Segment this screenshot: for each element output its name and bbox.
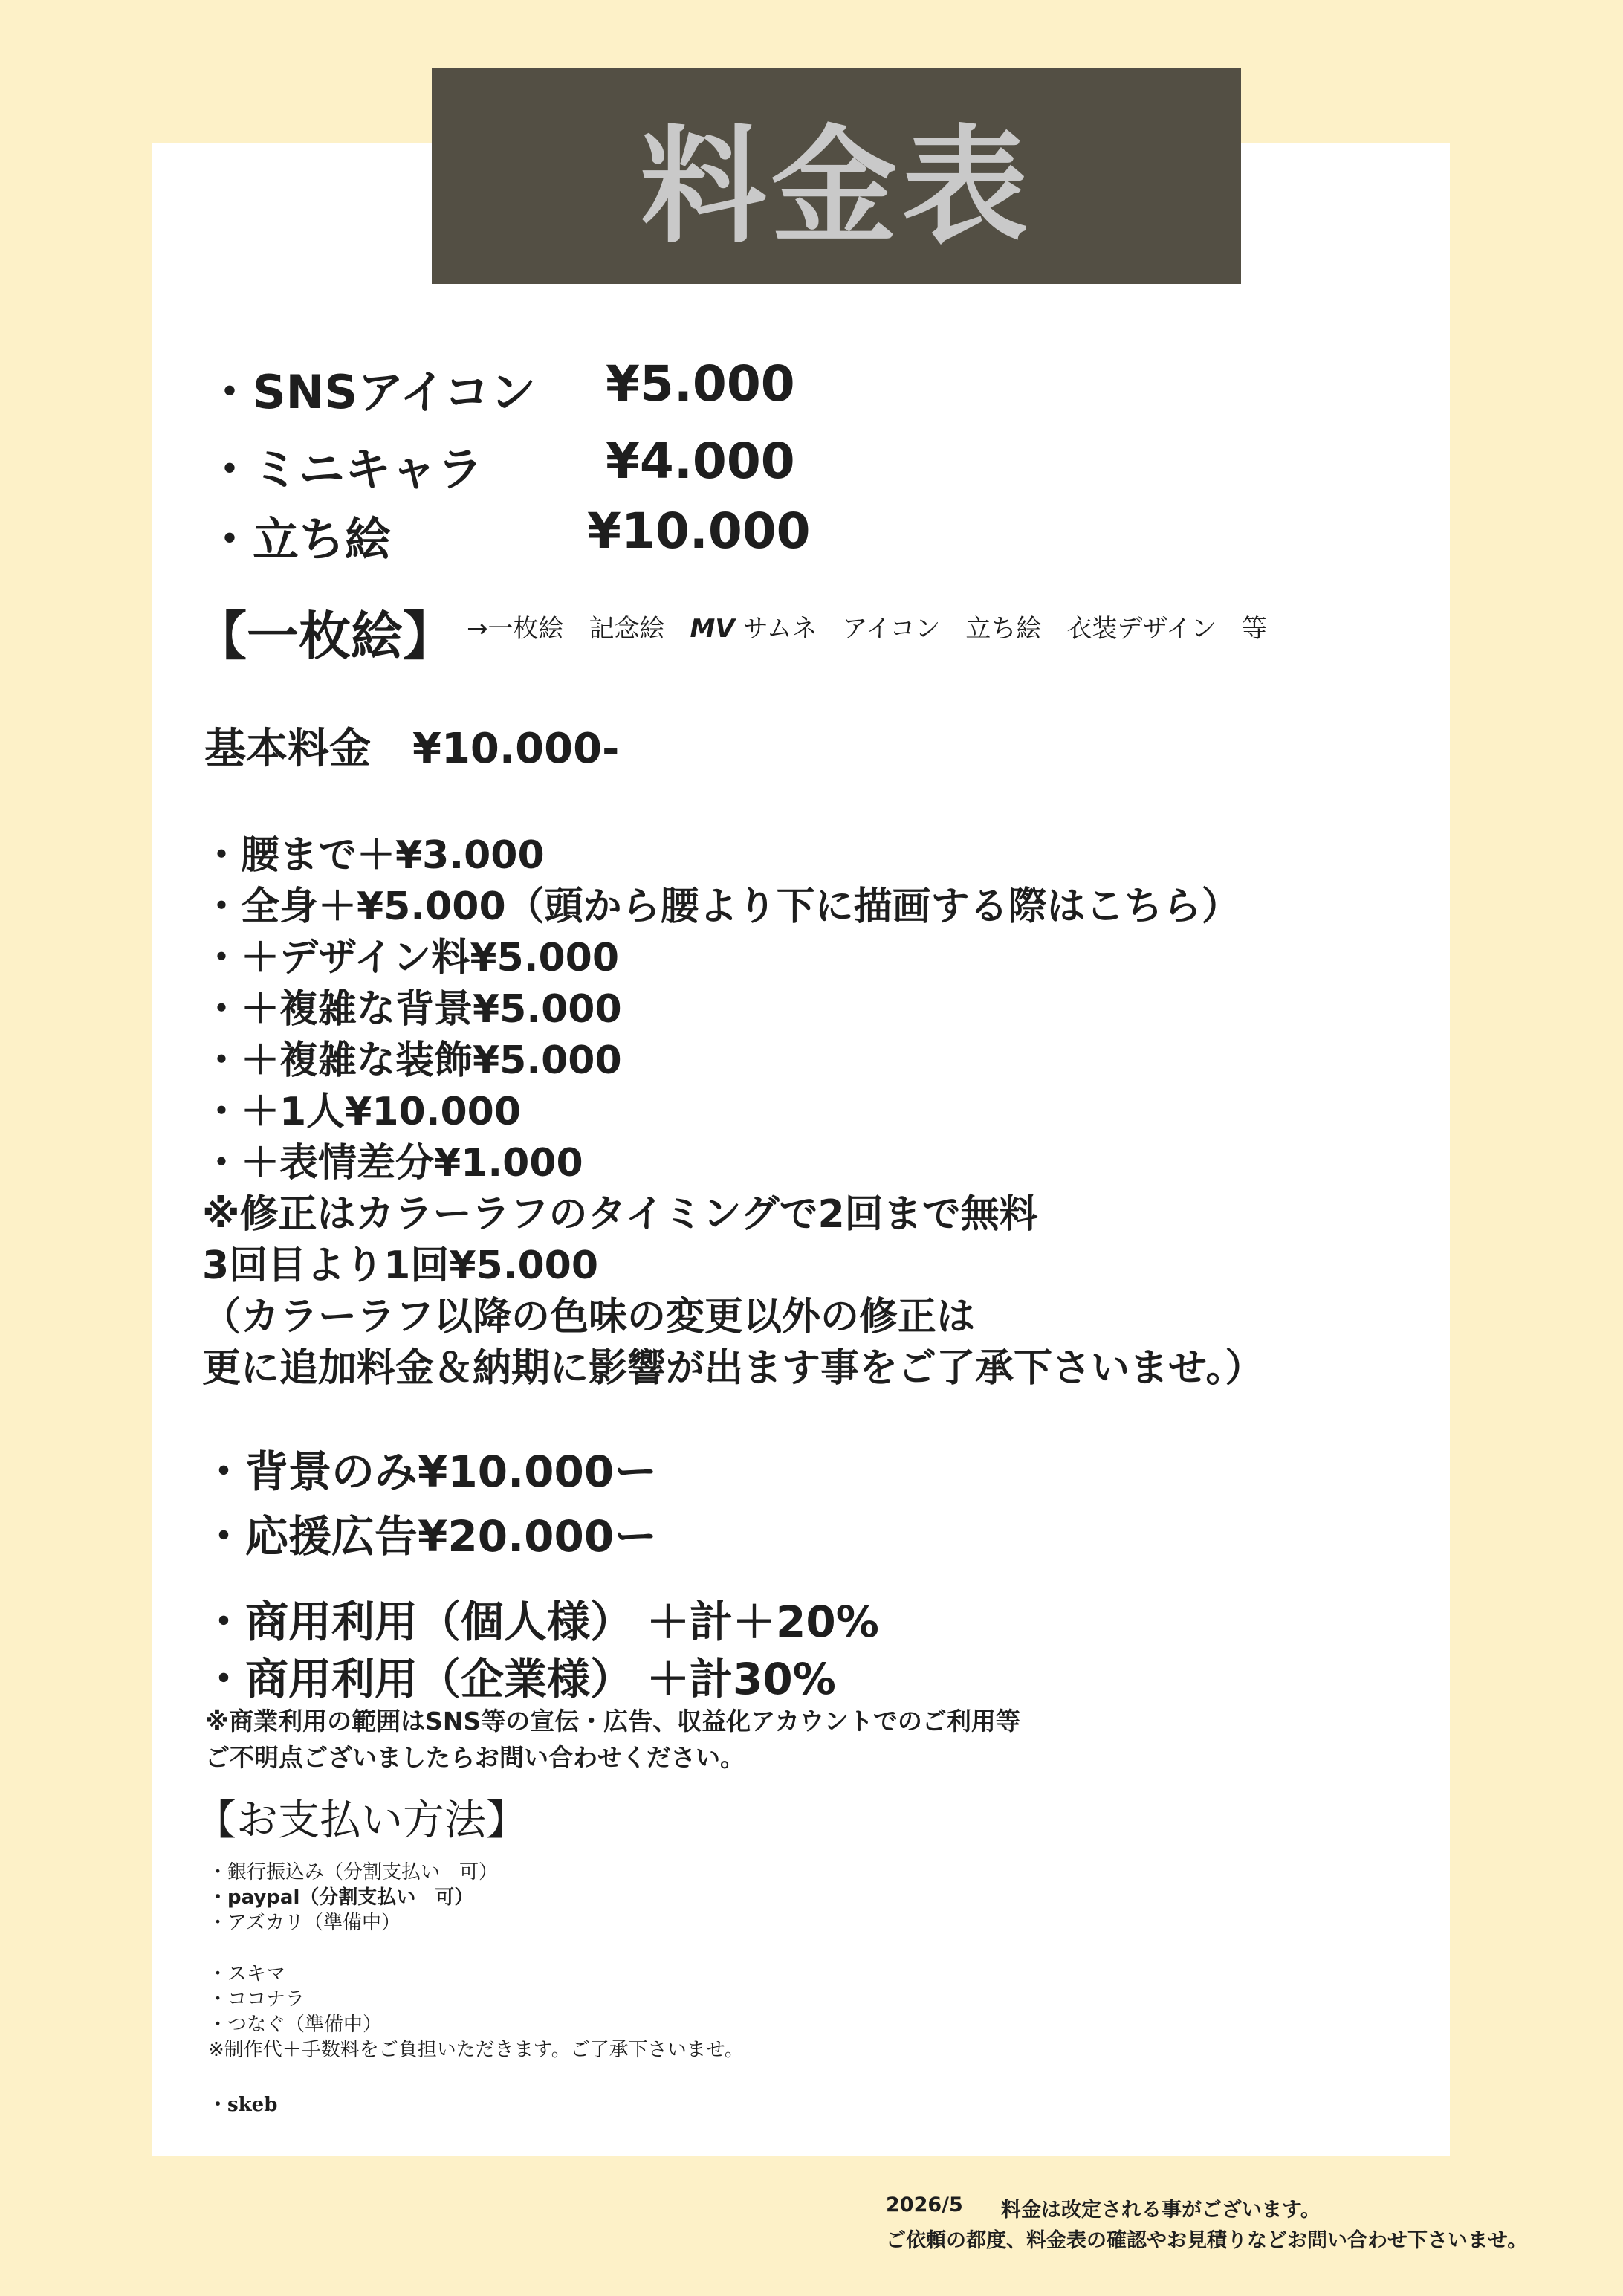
extra-support-ad: ・応援広告¥20.000ー	[202, 1511, 658, 1562]
payment-fee-note: ※制作代＋手数料をご負担いただきます。ご了承下さいませ。	[208, 2039, 744, 2061]
option-line: ・＋複雑な装飾¥5.000	[202, 1038, 622, 1083]
options-list	[202, 830, 1263, 1394]
ichimai-examples-prefix: →一枚絵 記念絵	[467, 614, 690, 644]
footer-date: 2026/5	[886, 2193, 963, 2216]
payment-method-paypal: ・paypal（分割支払い 可）	[208, 1886, 474, 1909]
option-line: ・＋1人¥10.000	[202, 1090, 522, 1134]
page-title: 料金表	[640, 114, 1033, 261]
payment-method-skeb: ・skeb	[208, 2094, 278, 2116]
ichimai-examples-mv: MV	[690, 614, 735, 644]
commercial-corporate-value: ＋計30%	[647, 1654, 836, 1704]
commercial-personal-value: ＋計＋20%	[647, 1597, 879, 1647]
ichimai-examples-suffix: サムネ アイコン 立ち絵 衣装デザイン 等	[734, 614, 1267, 644]
price-value-sns-icon: ¥5.000	[606, 355, 795, 413]
revision-note: ※修正はカラーラフのタイミングで2回まで無料	[202, 1192, 1038, 1237]
payment-heading: 【お支払い方法】	[195, 1797, 528, 1845]
ichimai-heading: 【一枚絵】	[195, 606, 455, 667]
commercial-personal-label: ・商用利用（個人様）	[202, 1597, 634, 1647]
ichimai-examples	[467, 608, 1267, 644]
revision-fee: 3回目より1回¥5.000	[202, 1244, 599, 1288]
revision-caveat-1: （カラーラフ以降の色味の変更以外の修正は	[202, 1295, 976, 1339]
commercial-notes	[205, 1703, 1020, 1776]
option-line: ・＋表情差分¥1.000	[202, 1141, 583, 1186]
footer-line-2: ご依頼の都度、料金表の確認やお見積りなどお問い合わせ下さいませ。	[886, 2229, 1528, 2252]
commercial-note-contact: ご不明点ございましたらお問い合わせください。	[205, 1743, 745, 1772]
option-line: ・腰まで＋¥3.000	[202, 833, 545, 878]
price-name-tachie: ・立ち絵	[207, 512, 392, 566]
payment-method-bank: ・銀行振込み（分割支払い 可）	[208, 1861, 499, 1883]
payment-group-1	[208, 1860, 498, 1936]
payment-method-azukari: ・アズカリ（準備中）	[208, 1912, 401, 1934]
footer-line-1: 料金は改定される事がございます。	[1001, 2199, 1321, 2222]
commercial-note-scope: ※商業利用の範囲はSNS等の宣伝・広告、収益化アカウントでのご利用等	[205, 1707, 1020, 1736]
price-name-mini-chara: ・ミニキャラ	[207, 442, 484, 497]
revision-caveat-2: 更に追加料金＆納期に影響が出ます事をご了承下さいませ。）	[202, 1346, 1264, 1391]
title-banner	[432, 68, 1241, 284]
base-fee: 基本料金 ¥10.000-	[204, 725, 620, 773]
option-line: ・＋デザイン料¥5.000	[202, 936, 620, 980]
commercial-corporate-label: ・商用利用（企業様）	[202, 1654, 634, 1704]
price-name-sns-icon: ・SNSアイコン	[207, 365, 537, 419]
payment-method-tsunagu: ・つなぐ（準備中）	[208, 2014, 383, 2036]
payment-method-skima: ・スキマ	[208, 1963, 286, 1985]
payment-group-2	[208, 1962, 744, 2063]
option-line: ・＋複雑な背景¥5.000	[202, 987, 622, 1032]
payment-method-coconala: ・ココナラ	[208, 1988, 305, 2011]
price-value-mini-chara: ¥4.000	[606, 433, 795, 490]
option-line: ・全身＋¥5.000（頭から腰より下に描画する際はこちら）	[202, 885, 1240, 929]
extra-background-only: ・背景のみ¥10.000ー	[202, 1446, 658, 1497]
price-value-tachie: ¥10.000	[587, 502, 811, 560]
